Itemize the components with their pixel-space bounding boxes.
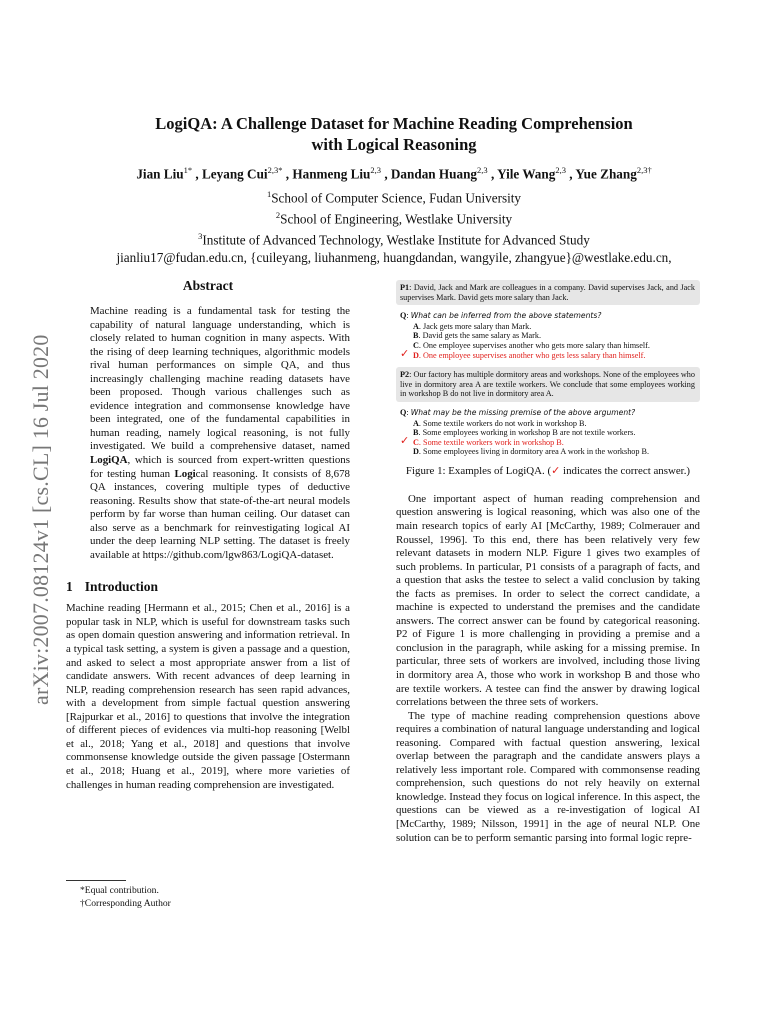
check-icon: ✓ bbox=[551, 463, 561, 477]
q2-option-d: D. Some employees living in dormitory area A work in the workshop B. bbox=[413, 447, 650, 457]
right-column bbox=[396, 280, 700, 845]
figure-1 bbox=[396, 280, 700, 457]
author-name: Leyang Cui bbox=[201, 166, 268, 182]
footnote-equal-contribution: *Equal contribution. bbox=[80, 885, 159, 896]
affiliation-3: $^3$Institute of Advanced Technology, Westlake Institute for Advanced Study bbox=[198, 230, 590, 248]
arxiv-id: arXiv:2007.08124v1 [cs.CL] 16 Jul 2020 bbox=[28, 334, 53, 705]
affiliation-2: $^2$School of Engineering, Westlake University bbox=[275, 209, 513, 227]
passage-p1: P1: David, Jack and Mark are colleagues in a company. David supervises Jack, and Jack supervises Mark. David gets more salary than Jack. bbox=[396, 280, 700, 305]
q1-option-a: A. Jack gets more salary than Mark. bbox=[413, 321, 532, 331]
author-list: Jian Liu$^{1*}$ , Leyang Cui$^{2,3*}$ , Hanmeng Liu$^{2,3}$ , Dandan Huang$^{2,3}$ , Yile Wang$^{2,3}$ , Yue Zhang$^{2,3\dagger}$ bbox=[136, 165, 652, 182]
q2-option-b: B. Some employees working in workshop B are not textile workers. bbox=[413, 428, 636, 438]
author-name: Yue Zhang bbox=[575, 166, 637, 182]
author-name: Dandan Huang bbox=[390, 166, 478, 182]
author-emails: jianliu17@fudan.edu.cn, {cuileyang, liuhanmeng, huangdandan, wangyile, zhangyue}@westlake.edu.cn, bbox=[116, 249, 672, 265]
question-q2: Q: What may be the missing premise of the above argument? bbox=[400, 407, 636, 417]
q1-option-b: B. David gets the same salary as Mark. bbox=[413, 331, 542, 341]
passage-p2: P2: Our factory has multiple dormitory areas and workshops. None of the employees who live in dormitory area A are textile workers. We conclude that some employees working in workshop B do not live in dormitory area A. bbox=[396, 367, 700, 402]
author-name: Jian Liu bbox=[136, 166, 184, 182]
figure-1-caption: Figure 1: Examples of LogiQA. (✓ indicates the correct answer.) bbox=[405, 463, 691, 477]
author-affiliation-mark: 2,3 bbox=[477, 165, 488, 175]
affiliations bbox=[60, 186, 728, 266]
author-affiliation-mark: 1* bbox=[183, 165, 193, 175]
author-affiliation-mark: 2,3† bbox=[636, 165, 652, 175]
right-body-text bbox=[396, 493, 700, 845]
paragraph-logical-reasoning: One important aspect of human reading comprehension and question answering is logical reasoning, which was also one of the main research topics of early AI [McCarthy, 1989; Colmerauer and Roussel, 1996]. To this end, there has been relatively very few relevant datasets in modern NLP. Figure 1 gives two examples of such problems. In particular, P1 consists of a paragraph of facts, and a question that asks the testee to select a valid conclusion by taking the facts as premises. In order to select the correct candidate, a machine is expected to understand the premises and the candidate answers. The correct answer can be found by categorical reasoning. P2 of Figure 1 is more challenging in providing a premise and a conclusion in the paragraph, while asking for a missing premise. In particular, three sets of workers are involved, including those living in dormitory area A, those who work in workshop B and those who are textile workers. A testee can find the answer by drawing logical correlations between the three sets of workers. bbox=[396, 492, 700, 709]
paragraph-mrc-type: The type of machine reading comprehension questions above requires a combination of natural language understanding and logical reasoning. Compared with factual question answering, lexical overlap between the paragraph and the candidate answers plays a relatively less important role. Compared with commonsense reading comprehension, such questions do not rely heavily on external knowledge. Instead they focus on logical inference. In this aspect, the questions can be viewed as a re-investigation of logical AI [McCarthy, 1989; Nilsson, 1991] in the age of neural NLP. One solution can be to perform semantic parsing into formal logic repre- bbox=[396, 709, 700, 844]
title-line-2: with Logical Reasoning bbox=[311, 135, 477, 154]
author-name: Hanmeng Liu bbox=[292, 166, 371, 182]
question-q1: Q: What can be inferred from the above statements? bbox=[400, 311, 602, 321]
footnotes bbox=[66, 880, 350, 910]
check-icon: ✓ bbox=[400, 346, 410, 360]
footnote-corresponding-author: †Corresponding Author bbox=[80, 898, 171, 909]
introduction-heading: 1 Introduction bbox=[66, 579, 159, 595]
affiliation-1: $^1$School of Computer Science, Fudan University bbox=[266, 189, 522, 206]
abstract-heading: Abstract bbox=[182, 278, 234, 293]
author-affiliation-mark: 2,3* bbox=[267, 165, 283, 175]
author-name: Yile Wang bbox=[497, 166, 556, 182]
q2-option-a: A. Some textile workers do not work in workshop B. bbox=[413, 418, 587, 428]
q1-option-c: C. One employee supervises another who gets more salary than himself. bbox=[413, 340, 650, 350]
introduction-paragraph: Machine reading [Hermann et al., 2015; Chen et al., 2016] is a popular task in NLP, which is useful for downstream tasks such as open domain question answering and information retrieval. In a typical task setting, a system is given a passage and a question, and asked to select a most appropriate answer from a list of candidate answers. With recent advances of deep learning in NLP, reading comprehension research has seen rapid advances, with a development from simple factual question answering [Rajpurkar et al., 2016] to questions that involve the integration of different pieces of evidences via multi-hop reasoning [Welbl et al., 2018; Yang et al., 2018] and questions that involve commonsense knowledge outside the given passage [Ostermann et al., 2018; Huang et al., 2019], where more varieties of challenges in human reading comprehension are investigated. bbox=[66, 602, 350, 791]
left-column bbox=[66, 278, 350, 792]
author-affiliation-mark: 2,3 bbox=[370, 165, 382, 175]
paper-title bbox=[80, 113, 708, 155]
check-icon: ✓ bbox=[400, 433, 410, 447]
q2-options bbox=[396, 419, 700, 457]
title-line-1: LogiQA: A Challenge Dataset for Machine Reading Comprehension bbox=[155, 114, 633, 133]
q2-option-c-correct: ✓ C. Some textile workers work in workshop B. bbox=[400, 433, 564, 447]
q1-option-d-correct: ✓ D. One employee supervises another who gets less salary than himself. bbox=[400, 346, 646, 360]
q1-options bbox=[396, 322, 700, 360]
author-affiliation-mark: 2,3 bbox=[555, 165, 566, 175]
abstract-text: Machine reading is a fundamental task for testing the capability of natural language understanding, which is closely related to human cognition in many aspects. With the rising of deep learning techniques, algorithmic models rival human performances on simple QA, and thus increasingly challenging machine reading datasets have been proposed. Though various challenges such as evidence integration and commonsense knowledge have been integrated, one of the fundamental capabilities in human reading, namely logical reasoning, is not fully investigated. We build a comprehensive dataset, named LogiQA, which is sourced from expert-written questions for testing human Logical reasoning. It consists of 8,678 QA instances, covering multiple types of deductive reasoning. Results show that state-of-the-art neural models perform by far worse than human ceiling. Our dataset can also serve as a benchmark for reinvestigating logical AI under the deep learning NLP setting. The dataset is freely available at https://github.com/lgw863/LogiQA-dataset. bbox=[90, 305, 350, 561]
